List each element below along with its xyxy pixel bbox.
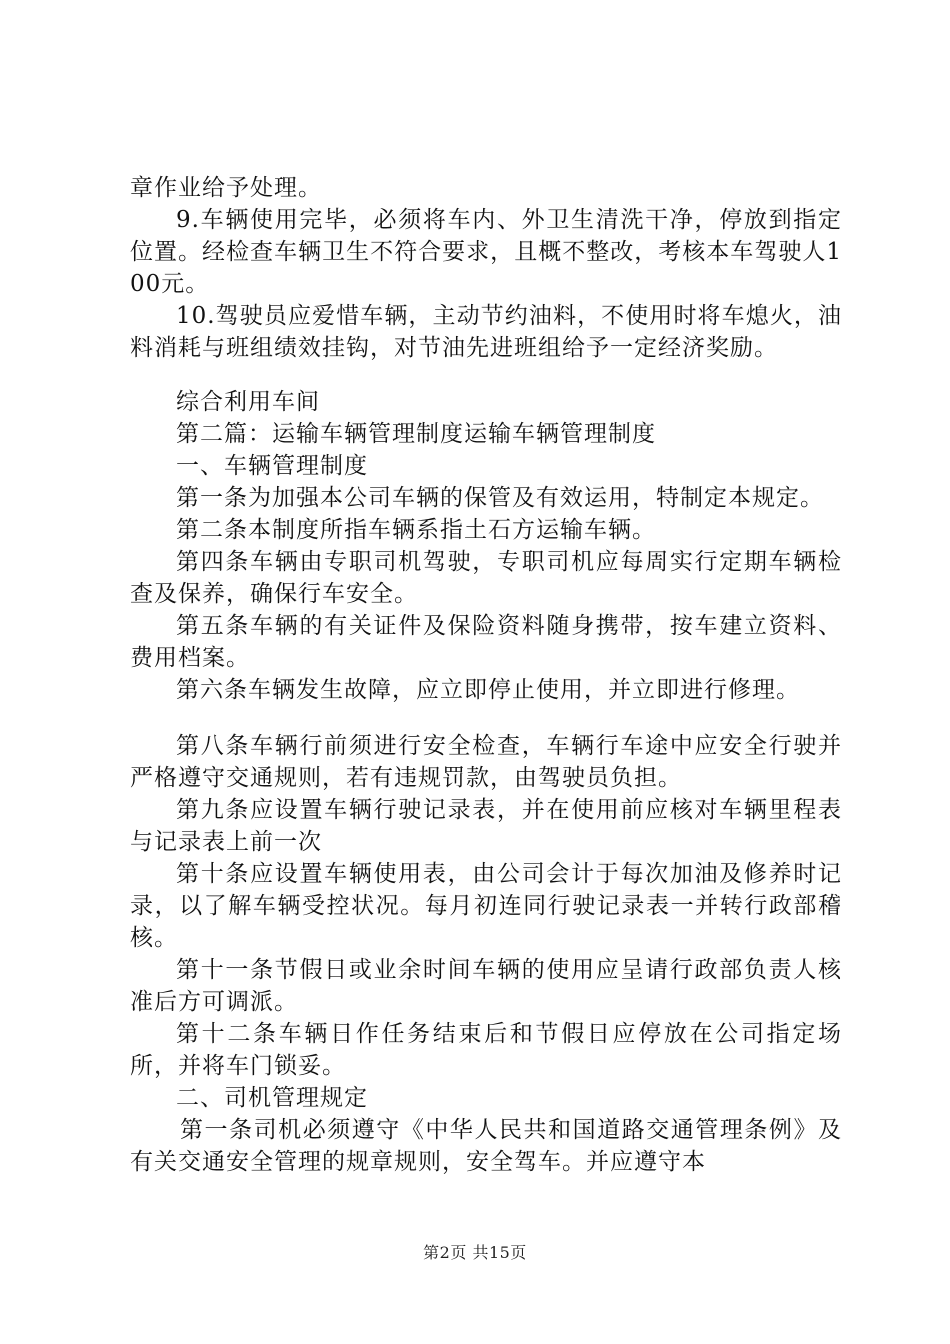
- paragraph-continuation: 章作业给予处理。: [130, 175, 322, 201]
- article-5: 第五条车辆的有关证件及保险资料随身携带，按车建立资料、费用档案。: [130, 613, 842, 671]
- article-9: 第九条应设置车辆行驶记录表，并在使用前应核对车辆里程表与记录表上前一次: [130, 797, 842, 855]
- article-2: 第二条本制度所指车辆系指土石方运输车辆。: [176, 517, 656, 543]
- paragraph-item-9: 9.车辆使用完毕，必须将车内、外卫生清洗干净，停放到指定位置。经检查车辆卫生不符合要求，且概不整改，考核本车驾驶人100元。: [130, 207, 842, 297]
- page-footer: 第2页 共15页: [423, 1243, 527, 1262]
- paragraph-item-10: 10.驾驶员应爱惜车辆，主动节约油料，不使用时将车熄火，油料消耗与班组绩效挂钩，对节油先进班组给予一定经济奖励。: [130, 303, 842, 361]
- article-11: 第十一条节假日或业余时间车辆的使用应呈请行政部负责人核准后方可调派。: [130, 957, 842, 1015]
- article-10: 第十条应设置车辆使用表，由公司会计于每次加油及修养时记录，以了解车辆受控状况。每月初连同行驶记录表一并转行政部稽核。: [130, 861, 842, 951]
- article-6: 第六条车辆发生故障，应立即停止使用，并立即进行修理。: [176, 677, 800, 703]
- document-body: [130, 172, 842, 1178]
- department-name: 综合利用车间: [176, 389, 320, 415]
- article-1: 第一条为加强本公司车辆的保管及有效运用，特制定本规定。: [176, 485, 824, 511]
- article-4: 第四条车辆由专职司机驾驶，专职司机应每周实行定期车辆检查及保养，确保行车安全。: [130, 549, 842, 607]
- article-12: 第十二条车辆日作任务结束后和节假日应停放在公司指定场所，并将车门锁妥。: [130, 1021, 842, 1079]
- section-heading-vehicle-management: 一、车辆管理制度: [176, 453, 368, 479]
- chapter-title: 第二篇：运输车辆管理制度运输车辆管理制度: [176, 421, 656, 447]
- driver-article-1: 第一条司机必须遵守《中华人民共和国道路交通管理条例》及有关交通安全管理的规章规则，安全驾车。并应遵守本: [130, 1117, 842, 1175]
- article-8: 第八条车辆行前须进行安全检查，车辆行车途中应安全行驶并严格遵守交通规则，若有违规罚款，由驾驶员负担。: [130, 733, 842, 791]
- section-heading-driver-management: 二、司机管理规定: [176, 1085, 368, 1111]
